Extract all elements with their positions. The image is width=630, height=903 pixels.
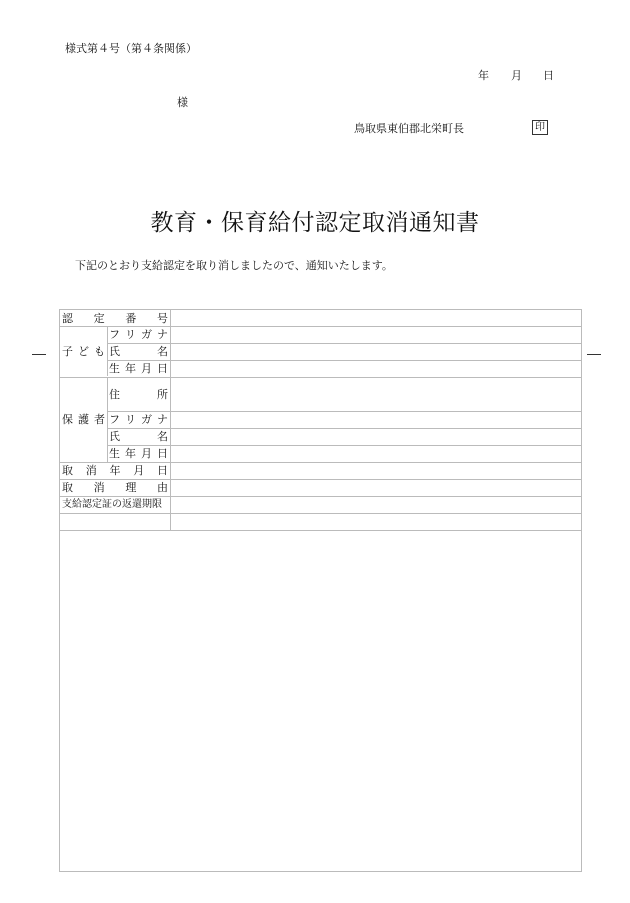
label-char: 名 bbox=[157, 430, 168, 443]
label-char: 保 bbox=[62, 413, 73, 426]
cancel-reason-label bbox=[60, 479, 170, 496]
label-char: ガ bbox=[141, 413, 152, 426]
label-char: 号 bbox=[156, 312, 168, 325]
label-char: フ bbox=[109, 413, 120, 426]
cancel-date-label bbox=[60, 462, 170, 479]
label-char: 取 bbox=[62, 481, 73, 494]
row-line bbox=[107, 360, 581, 361]
label-char: 者 bbox=[94, 413, 105, 426]
addressee-suffix: 様 bbox=[177, 96, 188, 109]
row-line bbox=[107, 343, 581, 344]
label-char: 年 bbox=[109, 464, 121, 477]
label-char: 氏 bbox=[109, 345, 120, 358]
document-title: 教育・保育給付認定取消通知書 bbox=[150, 210, 480, 236]
label-char: リ bbox=[125, 328, 136, 341]
guardian-name-label bbox=[107, 428, 170, 445]
label-char: 年 bbox=[125, 447, 136, 460]
child-group-label bbox=[60, 343, 107, 360]
issuer-name: 鳥取県東伯郡北栄町長 bbox=[354, 122, 464, 135]
guardian-group-label bbox=[60, 411, 107, 428]
fold-mark-right bbox=[587, 354, 601, 355]
guardian-birth-label bbox=[107, 445, 170, 462]
label-char: ガ bbox=[141, 328, 152, 341]
label-char: 名 bbox=[157, 345, 168, 358]
label-char: 日 bbox=[157, 447, 168, 460]
form-number: 様式第４号（第４条関係） bbox=[65, 42, 197, 55]
label-char: 生 bbox=[109, 447, 120, 460]
label-char: 子 bbox=[62, 345, 73, 358]
row-line bbox=[107, 445, 581, 446]
return-deadline-label: 支給認定証の返還期限 bbox=[62, 499, 162, 510]
label-char: 定 bbox=[93, 312, 105, 325]
label-char: 消 bbox=[93, 481, 105, 494]
label-char: 日 bbox=[157, 362, 168, 375]
label-char: 由 bbox=[156, 481, 168, 494]
label-char: ナ bbox=[157, 413, 168, 426]
label-char: 取 bbox=[62, 464, 73, 477]
label-char: 氏 bbox=[109, 430, 120, 443]
cancellation-table bbox=[59, 309, 582, 872]
label-char: 認 bbox=[62, 312, 73, 325]
label-char: 住 bbox=[109, 388, 120, 401]
label-char: 年 bbox=[125, 362, 136, 375]
date-month-label: 月 bbox=[511, 69, 522, 82]
label-char: も bbox=[94, 345, 105, 358]
child-furigana-label bbox=[107, 326, 170, 343]
cert-number-label bbox=[60, 310, 170, 327]
guardian-address-label bbox=[107, 386, 170, 403]
row-line bbox=[60, 530, 581, 531]
label-char: 月 bbox=[141, 362, 152, 375]
label-char: 月 bbox=[141, 447, 152, 460]
label-char: 消 bbox=[85, 464, 97, 477]
guardian-furigana-label bbox=[107, 411, 170, 428]
label-char: ナ bbox=[157, 328, 168, 341]
label-char: 理 bbox=[125, 481, 137, 494]
label-char: 日 bbox=[157, 464, 168, 477]
label-char: リ bbox=[125, 413, 136, 426]
row-line bbox=[107, 411, 581, 412]
label-char: 生 bbox=[109, 362, 120, 375]
label-char: フ bbox=[109, 328, 120, 341]
seal-mark: 印 bbox=[532, 120, 548, 135]
row-line bbox=[107, 428, 581, 429]
row-line bbox=[60, 513, 581, 514]
child-birth-label bbox=[107, 360, 170, 377]
label-char: 護 bbox=[78, 413, 89, 426]
label-char: 月 bbox=[133, 464, 145, 477]
notice-text: 下記のとおり支給認定を取り消しましたので、通知いたします。 bbox=[75, 259, 393, 272]
child-name-label bbox=[107, 343, 170, 360]
date-day-label: 日 bbox=[543, 69, 554, 82]
label-char: 番 bbox=[125, 312, 137, 325]
label-char: ど bbox=[78, 345, 89, 358]
date-year-label: 年 bbox=[478, 69, 489, 82]
fold-mark-left bbox=[32, 354, 46, 355]
label-char: 所 bbox=[157, 388, 168, 401]
row-line bbox=[60, 377, 581, 378]
